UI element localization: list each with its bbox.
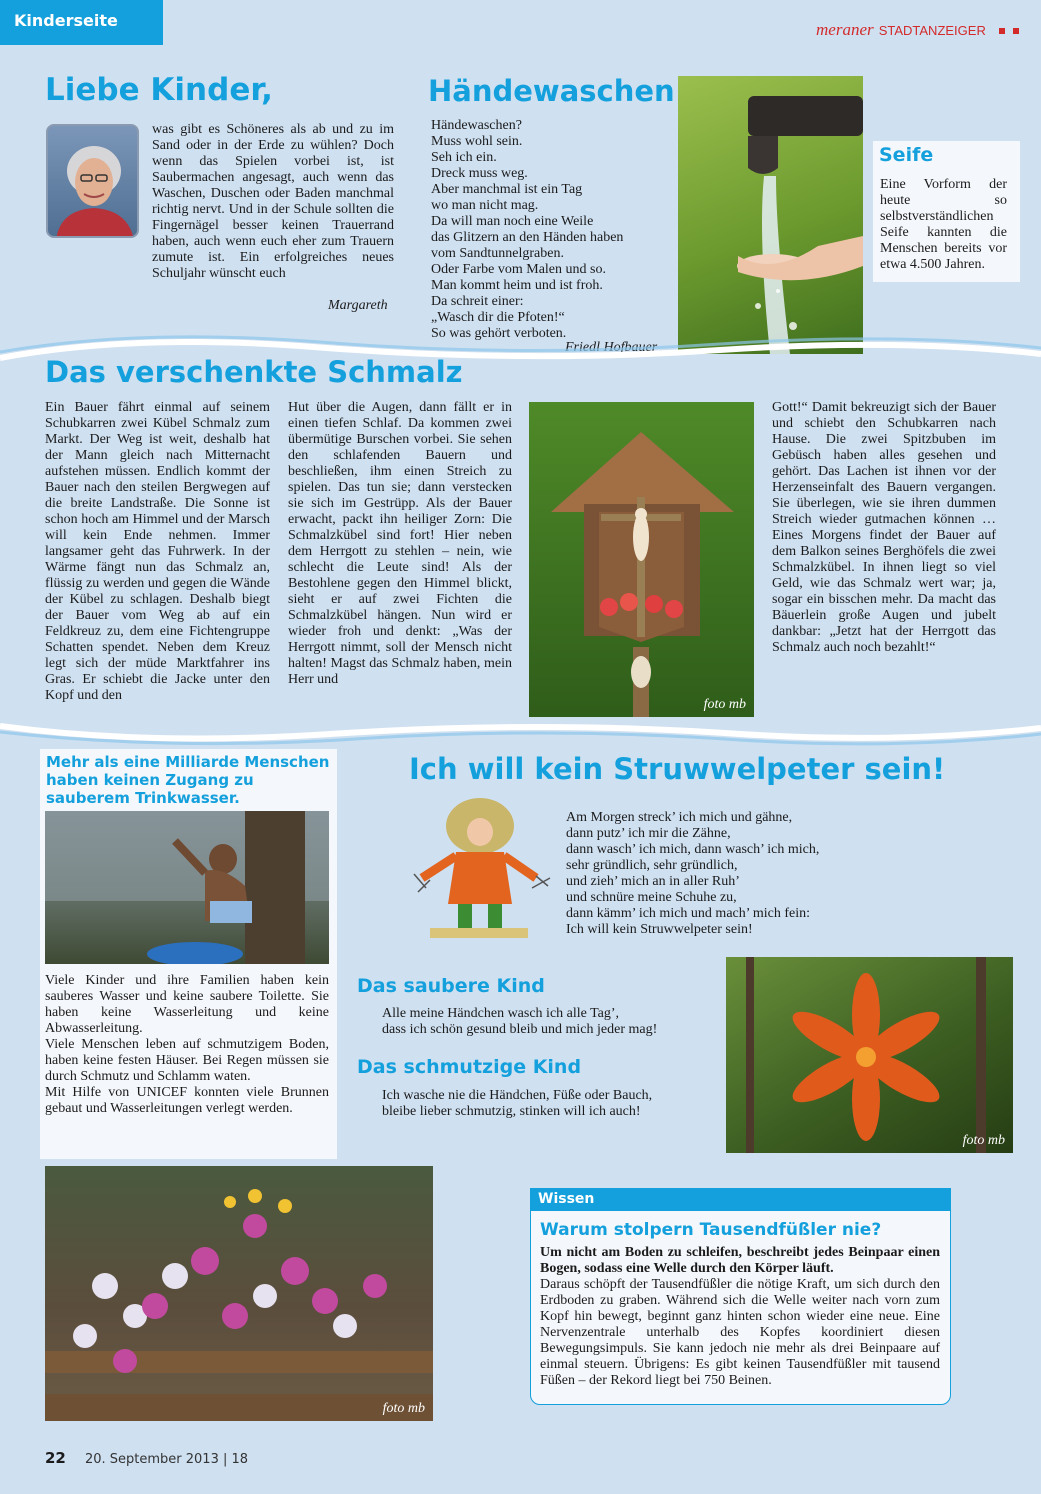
poem-line: dann putz’ ich mir die Zähne, — [566, 826, 731, 841]
poem-line: Aber manchmal ist ein Tag — [431, 182, 583, 197]
clean-child-poem — [382, 1006, 657, 1038]
poem-line: wo man nicht mag. — [431, 198, 539, 213]
wissen-lead: Um nicht am Boden zu schleifen, beschreibt jedes Beinpaar einen Bogen, sodass eine Welle durch den Körper läuft. — [540, 1245, 940, 1276]
poem-line: Muss wohl sein. — [431, 134, 523, 149]
greeting-text: was gibt es Schöneres als ab und zu im Sand oder in der Erde zu wühlen? Doch wenn das Spielen vorbei ist, ist Saubermachen angesagt, auch wenn das Waschen, Duschen oder Baden manchmal richtig nervt. Und in der Schule sollten die Fingernägel besser keinen Trauerrand haben, auch wenn euch eher zum Trauern zumute ist. Ein erfolgreiches neues Schuljahr wünscht euch — [152, 122, 394, 281]
brand-squares-icon — [999, 28, 1005, 34]
handwashing-title: Händewaschen — [428, 74, 675, 108]
masthead-logo — [816, 20, 1019, 40]
child-water-photo — [45, 811, 329, 964]
brand-caps: STADTANZEIGER — [878, 23, 986, 38]
poem-line: Händewaschen? — [431, 118, 522, 133]
water-box — [40, 749, 337, 1159]
poem-line: das Glitzern an den Händen haben — [431, 230, 624, 245]
story-title: Das verschenkte Schmalz — [45, 355, 463, 389]
story-column-1: Ein Bauer fährt einmal auf seinem Schubkarren zwei Kübel Schmalz zum Markt. Der Weg ist weit, deshalb hat der Mann gleich nach Mitternacht aufstehen müssen. Endlich kommt der Bauer nach den steilen Bergwegen auf die breite Landstraße. Die Sonne ist schon hoch am Himmel und der Marsch will kein Ende nehmen. Immer langsamer geht das Fuhrwerk. In der Wärme fängt nun das Schmalz an, flüssig zu werden und gegen die Wände der Kübel zu schlagen. Deshalb biegt der Bauer vom Weg ab auf ein Feldkreuz zu, dem eine Fichtengruppe Schatten spendet. Neben dem Kreuz legt sich der müde Marktfahrer ins Gras. Er schiebt die Jacke unter den Kopf und den — [45, 400, 270, 703]
wissen-body: Daraus schöpft der Tausendfüßler die nötige Kraft, um sich durch den Erdboden zu graben. Während sich die Welle weiter nach vorn zum Kopf hin bewegt, beginnt ganz hinten schon wieder eine neue. Eine Nervenzentrale unterhalb des Kopfes koordiniert diesen Bewegungsimpuls. Sie kann jedoch nie mehr als drei Beinpaare auf einmal steuern. Übrigens: Es gibt keinen Tausendfüßler mit tausend Füßen – der Rekord liegt bei 750 Beinen. — [540, 1277, 940, 1388]
struwwelpeter-title: Ich will kein Struwwelpeter sein! — [409, 752, 946, 786]
wissen-text — [540, 1245, 940, 1389]
struwwelpeter-poem — [566, 810, 866, 938]
water-paragraph: Viele Kinder und ihre Familien haben kein sauberes Wasser und keine saubere Toilette. Sie haben keine Wasserleitung und keine Abwasserleitung. — [45, 973, 329, 1036]
poem-line: dann kämm’ ich mich und mach’ mich fein: — [566, 906, 811, 921]
poem-line: sehr gründlich, sehr gründlich, — [566, 858, 738, 873]
poem-line: Oder Farbe vom Malen und so. — [431, 262, 606, 277]
poem-line: Da schreit einer: — [431, 294, 524, 309]
poem-line: Alle meine Händchen wasch ich alle Tag’, — [382, 1006, 620, 1021]
photo-credit: foto mb — [382, 1401, 425, 1416]
poem-line: und zieh’ mich an in aller Ruh’ — [566, 874, 740, 889]
poem-line: So was gehört verboten. — [431, 326, 567, 341]
poem-line: „Wasch dir die Pfoten!“ — [431, 310, 565, 325]
wissen-title: Warum stolpern Tausendfüßler nie? — [540, 1220, 882, 1240]
poem-line: vom Sandtunnelgraben. — [431, 246, 564, 261]
story-column-2: Hut über die Augen, dann fällt er in einen tiefen Schlaf. Da kommen zwei übermütige Burschen vorbei. Sie sehen den schlafenden Bauern und beschließen, ihm einen Streich zu spielen. Das tun sie; dann verstecken sie sich im Gestrüpp. Als der Bauer erwacht, packt ihn heiliger Zorn: Die Schmalzkübel sind fort! Hier neben dem Herrgott zu stehlen – nein, wie schlecht die Leute sind! Als der Bestohlene gegen den Himmel blickt, sieht er auf zwei Fichten die Schmalzkübel hängen. Nun wird er wieder froh und denkt: „Was der Herrgott nimmt, soll der Mensch nicht halten! Magst das Schmalz haben, mein Herr und — [288, 400, 512, 687]
soap-box — [873, 141, 1020, 282]
wave-divider — [0, 712, 1041, 752]
petunia-photo — [45, 1166, 433, 1421]
poem-line: Man kommt heim und ist froh. — [431, 278, 603, 293]
water-box-text — [45, 973, 329, 1117]
poem-line: bleibe lieber schmutzig, stinken will ich auch! — [382, 1104, 641, 1119]
poem-line: und schnüre meine Schuhe zu, — [566, 890, 737, 905]
poem-line: Ich wasche nie die Händchen, Füße oder Bauch, — [382, 1088, 653, 1103]
soap-text: Eine Vorform der heute so selbstverständlichen Seife kannten die Menschen bereits vor etwa 4.500 Jahren. — [880, 177, 1007, 272]
brand-script: meraner — [816, 20, 874, 39]
poem-line: dann wasch’ ich mich, dann wasch’ ich mich, — [566, 842, 820, 857]
wissen-box — [530, 1188, 951, 1405]
wissen-label-bar — [531, 1189, 950, 1211]
brand-squares-icon-2 — [1013, 28, 1019, 34]
soap-title: Seife — [879, 144, 934, 166]
photo-credit: foto mb — [703, 697, 746, 712]
water-paragraph: Viele Menschen leben auf schmutzigem Boden, haben keine festen Häuser. Bei Regen müssen sie durch Schmutz und Schlamm waten. — [45, 1037, 329, 1084]
water-box-title: Mehr als eine Milliarde Menschen haben keinen Zugang zu sauberem Trinkwasser. — [46, 753, 330, 807]
handwashing-poem — [431, 118, 671, 342]
dirty-child-title: Das schmutzige Kind — [357, 1056, 582, 1078]
clean-child-title: Das saubere Kind — [357, 975, 545, 997]
section-tab-label: Kinderseite — [14, 11, 118, 30]
struwwelpeter-illustration — [404, 796, 554, 942]
wayside-cross-photo — [529, 402, 754, 717]
poem-line: Seh ich ein. — [431, 150, 497, 165]
poem-line: dass ich schön gesund bleib und mich jeder mag! — [382, 1022, 658, 1037]
poem-line: Ich will kein Struwwelpeter sein! — [566, 922, 753, 937]
handwashing-author: Friedl Hofbauer — [565, 340, 658, 355]
author-portrait — [46, 124, 139, 238]
photo-credit: foto mb — [962, 1133, 1005, 1148]
water-paragraph: Mit Hilfe von UNICEF konnten viele Brunnen gebaut und Wasserleitungen verlegt werden. — [45, 1085, 329, 1116]
greeting-signature: Margareth — [328, 298, 388, 313]
poem-line: Dreck muss weg. — [431, 166, 528, 181]
page-footer — [45, 1448, 248, 1467]
page-number: 22 — [45, 1449, 66, 1467]
wissen-label: Wissen — [538, 1191, 595, 1207]
greeting-title: Liebe Kinder, — [45, 72, 273, 108]
story-column-3: Gott!“ Damit bekreuzigt sich der Bauer und schiebt den Schubkarren nach Hause. Die zwei Spitzbuben im Gebüsch haben alles gesehen und gehört. Das Lachen ist ihnen vor der Herzenseinfalt des Bauern vergangen. Sie überlegen, wie sie ihren dummen Streich wieder gutmachen können … Eines Morgens findet der Bauer auf dem Balkon seines Berghöfels die zwei Schmalzkübel. In ihnen liegt so viel Geld, wie das Schmalz wert war; ja, sogar ein bisschen mehr. Da macht das Bäuerlein große Augen und jubelt dankbar: „Jetzt hat der Herrgott das Schmalz auch noch bezahlt!“ — [772, 400, 996, 655]
lily-photo — [726, 957, 1013, 1153]
dirty-child-poem — [382, 1088, 652, 1120]
poem-line: Da will man noch eine Weile — [431, 214, 594, 229]
water-tap-photo — [678, 76, 863, 354]
section-tab — [0, 0, 163, 45]
poem-line: Am Morgen streck’ ich mich und gähne, — [566, 810, 793, 825]
issue-date: 20. September 2013 | 18 — [84, 1452, 249, 1467]
